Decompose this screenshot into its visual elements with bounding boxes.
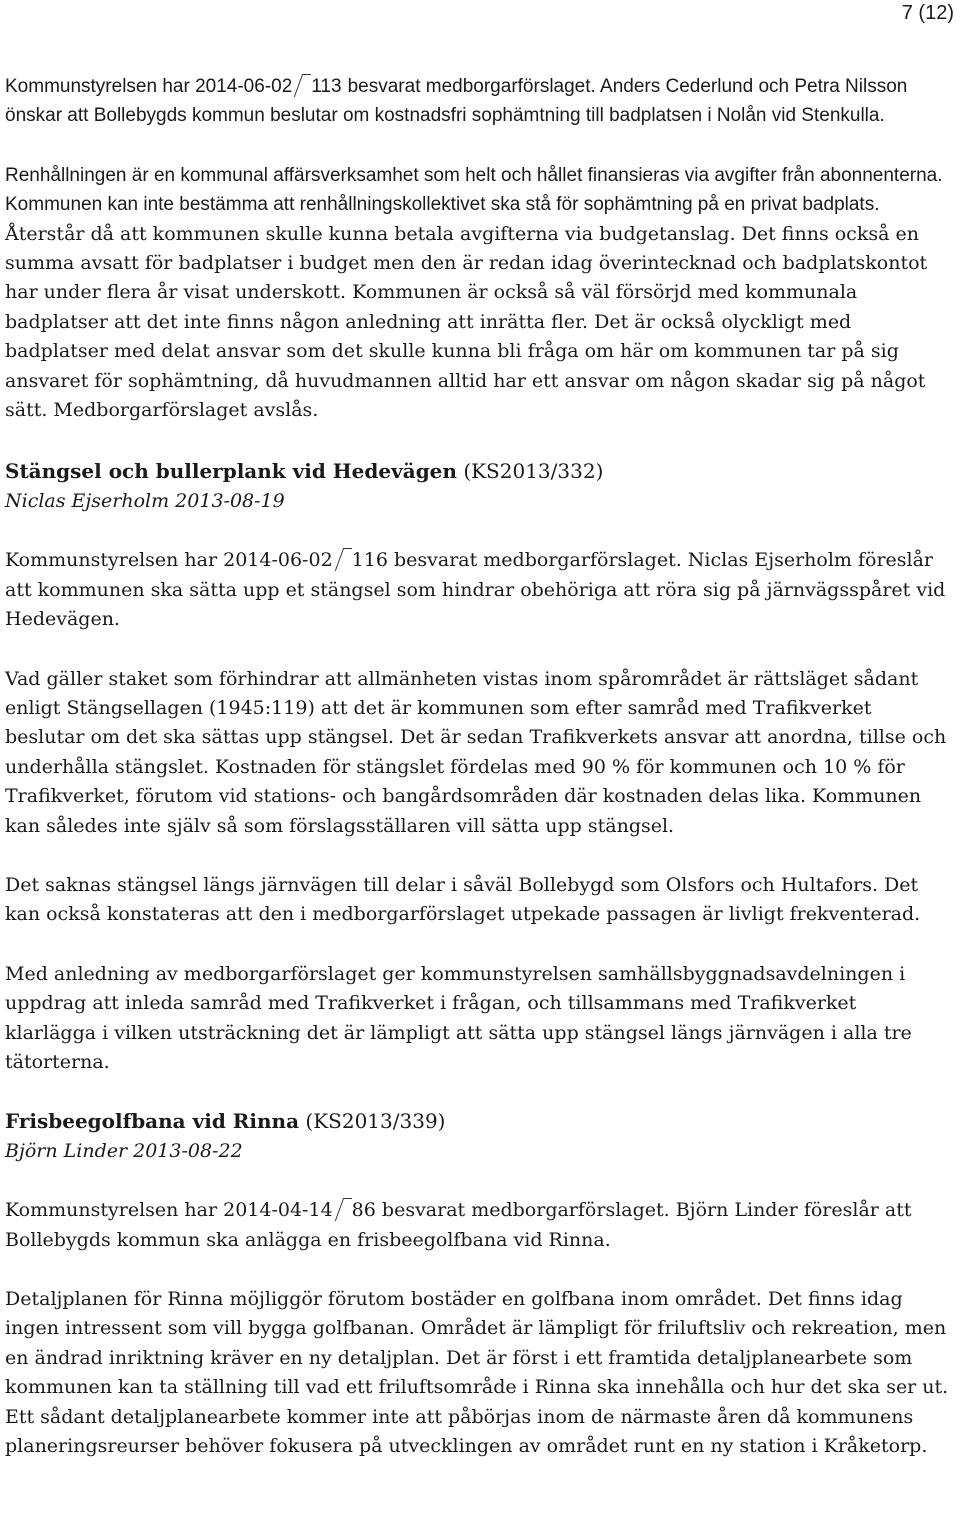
section2-para3: Det saknas stängsel längs järnvägen till delar i såväl Bollebygd som Olsfors och Hultafors. Det kan också konstateras att den i medborgarförslaget utpekade passagen är livligt frekventerad. — [5, 873, 921, 926]
section1-body-serif: Återstår då att kommunen skulle kunna betala avgifterna via budgetanslag. Det finns också en summa avsatt för badplatser i budget men den är redan idag överintecknad och badplatskontot har under flera år visat underskott. Kommunen är också så väl försörjd med kommunala badplatser att det inte finns någon anledning att inrätta fler. Det är också olyckligt med badplatser med delat ansvar som det skulle kunna bli fråga om här om kommunen tar på sig ansvaret för sophämtning, då huvudmannen alltid har ett ansvar om någon skadar sig på något sätt. Medborgarförslaget avslås. — [5, 222, 928, 422]
paragraph-mark-icon — [294, 74, 311, 97]
section2-intro-number: 116 — [351, 549, 388, 572]
section3-intro — [5, 1196, 953, 1255]
section1-intro — [5, 72, 953, 131]
paragraph-mark-icon — [334, 548, 351, 571]
section1-body-sans: Renhållningen är en kommunal affärsverksamhet som helt och hållet finansieras via avgifter från abonnenterna. Kommunen kan inte bestämma att renhållningskollektivet ska stå för sophämtning på en privat badplats. — [5, 164, 943, 216]
section2-intro — [5, 546, 953, 634]
section2-heading-title: Stängsel och bullerplank vid Hedevägen — [5, 459, 457, 484]
section3-para2: Detaljplanen för Rinna möjliggör förutom bostäder en golfbana inom området. Det finns idag ingen intressent som vill bygga golfbanan. Området är lämpligt för friluftsliv och rekreation, men en ändrad inriktning kräver en ny detaljplan. Det är först i ett framtida detaljplanearbete som kommunen kan ta ställning till vad ett friluftsområde i Rinna ska innehålla och hur det ska ser ut. Ett sådant detaljplanearbete kommer inte att påbörjas inom de närmaste åren då kommunens planeringsreurser behöver fokusera på utvecklingen av området runt en ny station i Kråketorp. — [5, 1288, 949, 1458]
section2-byline: Niclas Ejserholm 2013-08-19 — [5, 489, 285, 512]
document-body — [5, 72, 953, 1491]
section2-heading-ref: (KS2013/332) — [463, 459, 604, 484]
page-number: 7 (12) — [901, 2, 954, 24]
section2-intro-before: Kommunstyrelsen har 2014-06-02 — [5, 549, 333, 572]
section3-heading — [5, 1107, 953, 1136]
section2-heading — [5, 457, 953, 486]
section1-body — [5, 161, 953, 426]
section1-intro-after: besvarat medborgarförslaget. Anders Cederlund och Petra Nilsson önskar att Bollebygds kommun beslutar om kostnadsfri sophämtning till badplatsen i Nolån vid Stenkulla. — [5, 76, 908, 127]
section3-heading-ref: (KS2013/339) — [305, 1109, 446, 1134]
section1-intro-number: 113 — [311, 76, 342, 97]
paragraph-mark-icon — [334, 1198, 351, 1221]
section3-heading-title: Frisbeegolfbana vid Rinna — [5, 1109, 300, 1134]
section3-intro-after: besvarat medborgarförslaget. Björn Linder föreslår att Bollebygds kommun ska anlägga en frisbeegolfbana vid Rinna. — [5, 1199, 912, 1251]
section2-para2: Vad gäller staket som förhindrar att allmänheten vistas inom spårområdet är rättsläget sådant enligt Stängsellagen (1945:119) att det är kommunen som efter samråd med Trafikverket beslutar om det ska sättas upp stängsel. Det är sedan Trafikverkets ansvar att anordna, tillse och underhålla stängslet. Kostnaden för stängslet fördelas med 90 % för kommunen och 10 % för Trafikverket, förutom vid stations- och bangårdsområden där kostnaden delas lika. Kommunen kan således inte själv så som förslagsställaren vill sätta upp stängsel. — [5, 667, 947, 837]
section3-intro-number: 86 — [351, 1199, 376, 1222]
section3-byline: Björn Linder 2013-08-22 — [5, 1139, 243, 1162]
section2-intro-after: besvarat medborgarförslaget. Niclas Ejserholm föreslår att kommunen ska sätta upp et stängsel som hindrar obehöriga att röra sig på järnvägsspåret vid Hedevägen. — [5, 549, 946, 631]
section2-para4: Med anledning av medborgarförslaget ger kommunstyrelsen samhällsbyggnadsavdelningen i uppdrag att inleda samråd med Trafikverket i frågan, och tillsammans med Trafikverket klarlägga i vilken utsträckning det är lämpligt att sätta upp stängsel längs järnvägen i alla tre tätorterna. — [5, 962, 912, 1073]
section1-intro-before: Kommunstyrelsen har 2014-06-02 — [5, 76, 293, 97]
section3-intro-before: Kommunstyrelsen har 2014-04-14 — [5, 1199, 333, 1222]
